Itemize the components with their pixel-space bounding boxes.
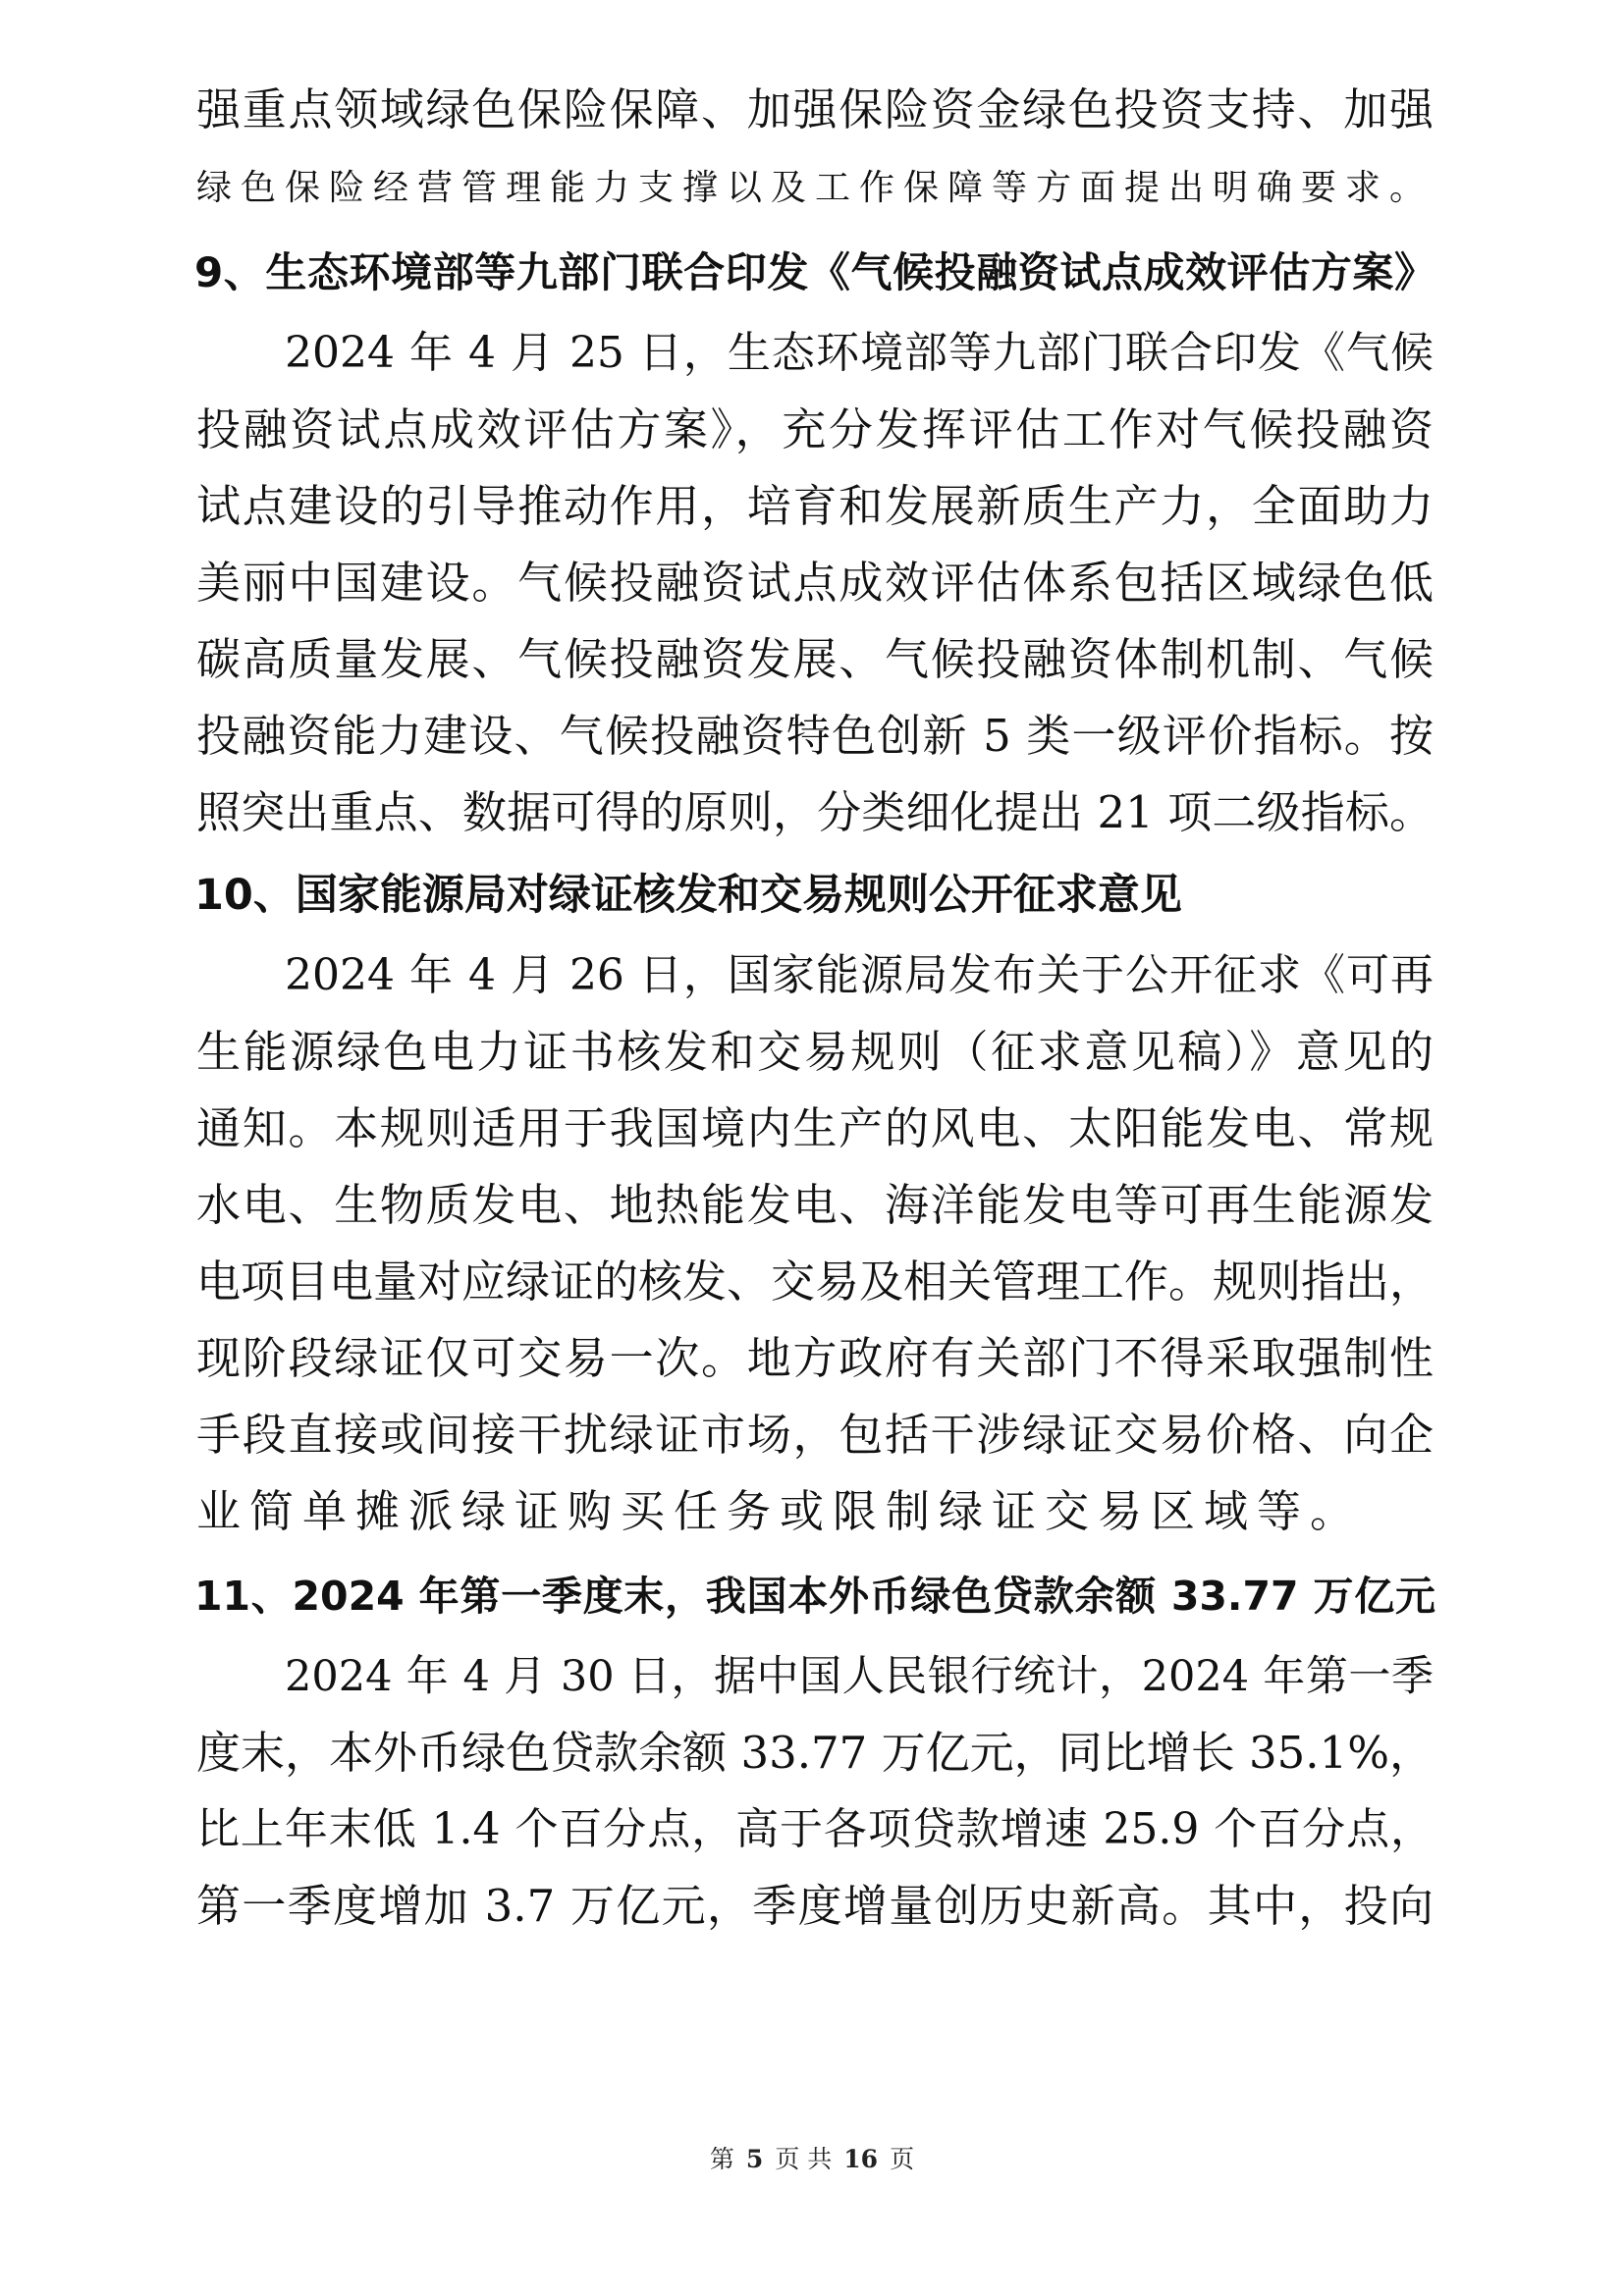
footer-suffix: 页 xyxy=(890,2145,915,2173)
paragraph-line: 通知。本规则适用于我国境内生产的风电、太阳能发电、常规 xyxy=(196,1102,1434,1154)
paragraph-line: 美丽中国建设。气候投融资试点成效评估体系包括区域绿色低 xyxy=(196,557,1434,609)
paragraph-line: 2024 年 4 月 26 日，国家能源局发布关于公开征求《可再 xyxy=(285,950,1434,1000)
page-number: 5 xyxy=(745,2145,764,2173)
paragraph-line: 投融资能力建设、气候投融资特色创新 5 类一级评价指标。按 xyxy=(196,710,1434,762)
paragraph-line: 第一季度增加 3.7 万亿元，季度增量创历史新高。其中，投向 xyxy=(196,1880,1434,1932)
paragraph-line: 比上年末低 1.4 个百分点，高于各项贷款增速 25.9 个百分点， xyxy=(196,1804,1434,1854)
paragraph-line: 强重点领域绿色保险保障、加强保险资金绿色投资支持、加强 xyxy=(196,83,1434,135)
page-total: 16 xyxy=(843,2145,879,2173)
paragraph-line: 电项目电量对应绿证的核发、交易及相关管理工作。规则指出， xyxy=(196,1255,1435,1308)
paragraph-line: 度末，本外币绿色贷款余额 33.77 万亿元，同比增长 35.1%， xyxy=(196,1727,1434,1779)
paragraph-line: 投融资试点成效评估方案》，充分发挥评估工作对气候投融资 xyxy=(196,403,1434,455)
paragraph-line: 碳高质量发展、气候投融资发展、气候投融资体制机制、气候 xyxy=(196,633,1434,685)
paragraph-line: 手段直接或间接干扰绿证市场，包括干涉绿证交易价格、向企 xyxy=(196,1409,1434,1461)
paragraph-line: 绿色保险经营管理能力支撑以及工作保障等方面提出明确要求。 xyxy=(196,168,1435,208)
paragraph-line: 试点建设的引导推动作用，培育和发展新质生产力，全面助力 xyxy=(196,480,1434,532)
footer-prefix: 第 xyxy=(709,2145,734,2173)
paragraph-line: 生能源绿色电力证书核发和交易规则（征求意见稿）》意见的 xyxy=(196,1026,1434,1078)
paragraph-line: 现阶段绿证仅可交易一次。地方政府有关部门不得采取强制性 xyxy=(196,1332,1434,1384)
paragraph-line: 2024 年 4 月 30 日，据中国人民银行统计，2024 年第一季 xyxy=(285,1652,1434,1701)
paragraph-line: 业简单摊派绿证购买任务或限制绿证交易区域等。 xyxy=(196,1485,1364,1537)
paragraph-line: 照突出重点、数据可得的原则，分类细化提出 21 项二级指标。 xyxy=(196,786,1434,838)
footer-middle: 页 共 xyxy=(775,2145,833,2173)
section-heading-11: 11、2024 年第一季度末，我国本外币绿色贷款余额 33.77 万亿元 xyxy=(194,1573,1435,1620)
paragraph-line: 水电、生物质发电、地热能发电、海洋能发电等可再生能源发 xyxy=(196,1179,1434,1231)
section-heading-9: 9、生态环境部等九部门联合印发《气候投融资试点成效评估方案》 xyxy=(194,248,1435,296)
paragraph-line: 2024 年 4 月 25 日，生态环境部等九部门联合印发《气候 xyxy=(285,328,1434,378)
page-footer xyxy=(0,2140,1624,2179)
section-heading-10: 10、国家能源局对绿证核发和交易规则公开征求意见 xyxy=(194,871,1182,920)
